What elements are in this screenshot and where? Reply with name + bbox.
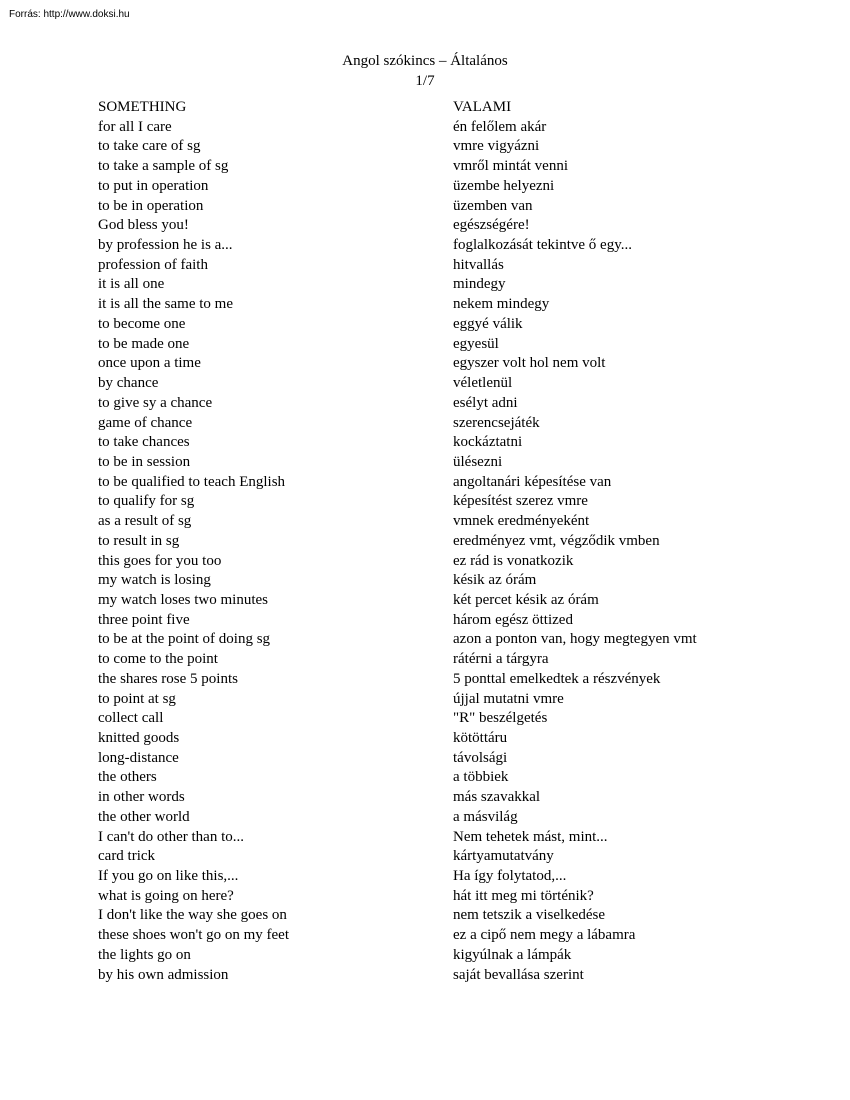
hungarian-translation: véletlenül	[453, 375, 513, 392]
hungarian-column-header: VALAMI	[453, 99, 512, 115]
english-phrase: If you go on like this,...	[98, 868, 239, 885]
hungarian-translation: képesítést szerez vmre	[453, 493, 588, 510]
vocabulary-row	[98, 906, 758, 926]
vocabulary-row	[98, 630, 758, 650]
english-phrase: I don't like the way she goes on	[98, 907, 287, 924]
hungarian-translation: hát itt meg mi történik?	[453, 887, 594, 904]
vocabulary-row	[98, 414, 758, 434]
hungarian-translation: esélyt adni	[453, 394, 518, 411]
vocabulary-row	[98, 690, 758, 710]
hungarian-translation: hitvallás	[453, 256, 504, 273]
hungarian-translation: egyszer volt hol nem volt	[453, 355, 606, 372]
english-phrase: by chance	[98, 375, 159, 392]
vocabulary-row	[98, 216, 758, 236]
vocabulary-row	[98, 473, 758, 493]
hungarian-translation: egyesül	[453, 335, 499, 352]
vocabulary-row	[98, 433, 758, 453]
hungarian-translation: mindegy	[453, 276, 506, 293]
english-phrase: the others	[98, 769, 157, 786]
hungarian-translation: Nem tehetek mást, mint...	[453, 828, 608, 845]
hungarian-translation: "R" beszélgetés	[453, 710, 548, 727]
english-phrase: by profession he is a...	[98, 237, 233, 254]
hungarian-translation: a másvilág	[453, 808, 518, 825]
hungarian-translation: újjal mutatni vmre	[453, 690, 564, 707]
english-phrase: three point five	[98, 611, 190, 628]
hungarian-translation: kigyúlnak a lámpák	[453, 946, 572, 963]
hungarian-translation: foglalkozását tekintve ő egy...	[453, 237, 632, 254]
english-phrase: to come to the point	[98, 651, 218, 668]
english-phrase: collect call	[98, 710, 164, 727]
english-phrase: knitted goods	[98, 730, 180, 746]
vocabulary-row	[98, 374, 758, 394]
hungarian-translation: saját bevallása szerint	[453, 966, 584, 983]
source-label: Forrás: http://www.doksi.hu	[9, 9, 130, 20]
hungarian-translation: kötöttáru	[453, 730, 508, 746]
hungarian-translation: angoltanári képesítése van	[453, 473, 612, 490]
hungarian-translation: kártyamutatvány	[453, 848, 554, 865]
english-phrase: the other world	[98, 808, 190, 825]
english-phrase: it is all one	[98, 276, 165, 293]
english-phrase: to qualify for sg	[98, 493, 195, 510]
vocabulary-row	[98, 571, 758, 591]
vocabulary-row	[98, 453, 758, 473]
english-phrase: to be in session	[98, 453, 191, 470]
hungarian-translation: egészségére!	[453, 217, 530, 234]
vocabulary-row	[98, 335, 758, 355]
english-phrase: to take chances	[98, 434, 190, 451]
vocabulary-row	[98, 552, 758, 572]
english-phrase: these shoes won't go on my feet	[98, 927, 290, 944]
hungarian-translation: szerencsejáték	[453, 414, 540, 431]
english-phrase: as a result of sg	[98, 513, 192, 530]
vocabulary-row	[98, 236, 758, 256]
vocabulary-row	[98, 611, 758, 631]
column-header-row	[98, 98, 758, 118]
vocabulary-row	[98, 275, 758, 295]
hungarian-translation: ez rád is vonatkozik	[453, 552, 574, 569]
vocabulary-row	[98, 650, 758, 670]
english-phrase: to give sy a chance	[98, 394, 213, 411]
vocabulary-list	[98, 98, 758, 985]
vocabulary-row	[98, 512, 758, 532]
english-phrase: I can't do other than to...	[98, 828, 244, 845]
vocabulary-row	[98, 157, 758, 177]
hungarian-translation: nem tetszik a viselkedése	[453, 907, 606, 924]
english-phrase: to point at sg	[98, 690, 176, 707]
english-phrase: to result in sg	[98, 532, 180, 549]
english-phrase: what is going on here?	[98, 887, 234, 904]
hungarian-translation: 5 ponttal emelkedtek a részvények	[453, 670, 661, 687]
hungarian-translation: ez a cipő nem megy a lábamra	[453, 927, 636, 944]
hungarian-translation: nekem mindegy	[453, 296, 550, 313]
vocabulary-row	[98, 808, 758, 828]
page-number: 1/7	[415, 73, 435, 89]
english-phrase: my watch loses two minutes	[98, 591, 268, 608]
vocabulary-row	[98, 788, 758, 808]
vocabulary-row	[98, 887, 758, 907]
hungarian-translation: két percet késik az órám	[453, 591, 599, 608]
document-title: Angol szókincs – Általános	[342, 53, 508, 69]
english-phrase: it is all the same to me	[98, 296, 233, 313]
english-phrase: by his own admission	[98, 966, 229, 983]
vocabulary-row	[98, 709, 758, 729]
english-phrase: for all I care	[98, 118, 172, 135]
hungarian-translation: üzembe helyezni	[453, 177, 555, 194]
vocabulary-row	[98, 966, 758, 986]
hungarian-translation: azon a ponton van, hogy megtegyen vmt	[453, 631, 697, 648]
english-phrase: to be made one	[98, 335, 190, 352]
vocabulary-row	[98, 394, 758, 414]
english-phrase: to take a sample of sg	[98, 158, 229, 175]
vocabulary-row	[98, 591, 758, 611]
vocabulary-row	[98, 768, 758, 788]
vocabulary-row	[98, 492, 758, 512]
english-phrase: game of chance	[98, 414, 193, 431]
hungarian-translation: vmről mintát venni	[453, 158, 568, 175]
vocabulary-row	[98, 946, 758, 966]
english-phrase: long-distance	[98, 749, 179, 766]
english-phrase: God bless you!	[98, 217, 189, 234]
vocabulary-row	[98, 926, 758, 946]
vocabulary-row	[98, 177, 758, 197]
hungarian-translation: üzemben van	[453, 197, 533, 214]
hungarian-translation: én felőlem akár	[453, 118, 547, 135]
vocabulary-row	[98, 315, 758, 335]
hungarian-translation: Ha így folytatod,...	[453, 868, 567, 885]
hungarian-translation: távolsági	[453, 749, 508, 766]
hungarian-translation: vmre vigyázni	[453, 138, 540, 155]
hungarian-translation: kockáztatni	[453, 434, 523, 451]
vocabulary-row	[98, 532, 758, 552]
english-phrase: to be in operation	[98, 197, 204, 214]
vocabulary-row	[98, 118, 758, 138]
hungarian-translation: más szavakkal	[453, 789, 541, 806]
english-phrase: to put in operation	[98, 177, 209, 194]
page-header	[0, 51, 850, 91]
english-phrase: the shares rose 5 points	[98, 670, 238, 687]
vocabulary-row	[98, 867, 758, 887]
english-phrase: profession of faith	[98, 256, 208, 273]
hungarian-translation: három egész öttized	[453, 611, 573, 628]
vocabulary-row	[98, 847, 758, 867]
english-column-header: SOMETHING	[98, 99, 187, 115]
vocabulary-row	[98, 670, 758, 690]
english-phrase: to take care of sg	[98, 138, 201, 155]
english-phrase: to be at the point of doing sg	[98, 631, 271, 648]
hungarian-translation: eredményez vmt, végződik vmben	[453, 532, 660, 549]
hungarian-translation: rátérni a tárgyra	[453, 651, 549, 668]
english-phrase: my watch is losing	[98, 572, 211, 589]
vocabulary-row	[98, 137, 758, 157]
hungarian-translation: a többiek	[453, 769, 509, 786]
vocabulary-row	[98, 749, 758, 769]
english-phrase: this goes for you too	[98, 552, 222, 569]
vocabulary-row	[98, 295, 758, 315]
english-phrase: to be qualified to teach English	[98, 473, 286, 490]
english-phrase: the lights go on	[98, 946, 191, 963]
vocabulary-row	[98, 729, 758, 749]
vocabulary-row	[98, 256, 758, 276]
vocabulary-row	[98, 828, 758, 848]
english-phrase: to become one	[98, 315, 186, 332]
vocabulary-row	[98, 197, 758, 217]
vocabulary-row	[98, 354, 758, 374]
english-phrase: card trick	[98, 848, 156, 865]
hungarian-translation: vmnek eredményeként	[453, 513, 590, 530]
hungarian-translation: ülésezni	[453, 453, 503, 470]
hungarian-translation: késik az órám	[453, 572, 537, 589]
english-phrase: once upon a time	[98, 355, 201, 372]
english-phrase: in other words	[98, 789, 185, 806]
hungarian-translation: eggyé válik	[453, 315, 523, 332]
